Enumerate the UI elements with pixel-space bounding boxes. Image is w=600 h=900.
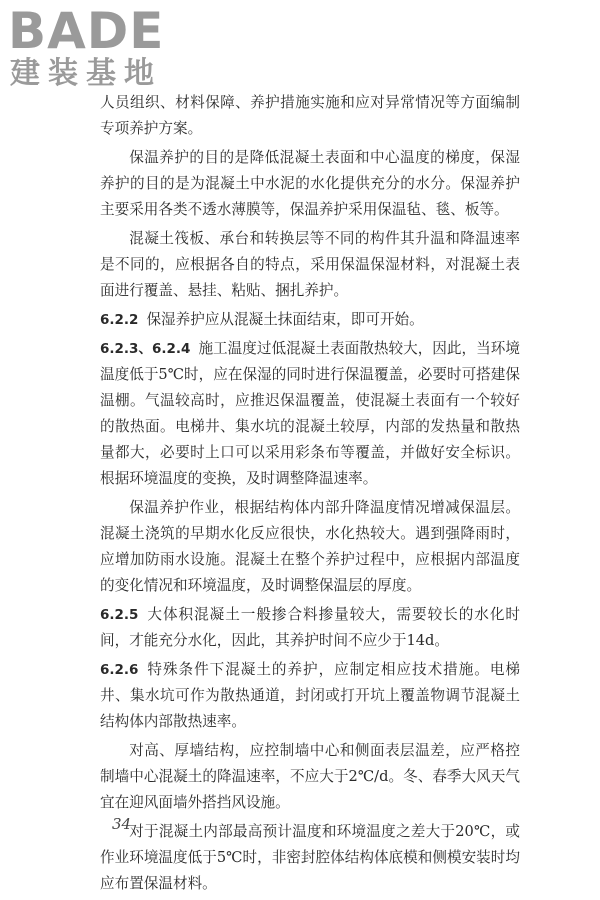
paragraph-text: 大体积混凝土一般掺合料掺量较大，需要较长的水化时间，才能充分水化，因此，其养护时间不应少于14d。: [100, 606, 520, 649]
section-6-2-5: [100, 602, 520, 654]
logo-wordmark: BADE: [8, 2, 165, 60]
paragraph-2: [100, 145, 520, 223]
paragraph-10: [100, 819, 520, 897]
section-number: 6.2.2: [100, 312, 139, 328]
bade-logo: [8, 4, 178, 96]
paragraph-3: [100, 226, 520, 304]
paragraph-text: 对高、厚墙结构，应控制墙中心和侧面表层温差，应严格控制墙中心混凝土的降温速率，不应大于2℃/d。冬、春季大风天气宜在迎风面墙外搭挡风设施。: [100, 742, 520, 811]
logo-subtitle: 建装基地: [10, 56, 162, 91]
paragraph-9: [100, 738, 520, 816]
section-number: 6.2.5: [100, 607, 139, 623]
paragraph-text: 保温养护作业，根据结构体内部升降温度情况增减保温层。混凝土浇筑的早期水化反应很快，水化热较大。遇到强降雨时，应增加防雨水设施。混凝土在整个养护过程中，应根据内部温度的变化情况和环境温度，及时调整保温层的厚度。: [100, 499, 520, 594]
paragraph-text: 混凝土筏板、承台和转换层等不同的构件其升温和降温速率是不同的，应根据各自的特点，采用保温保湿材料，对混凝土表面进行覆盖、悬挂、粘贴、捆扎养护。: [100, 230, 520, 299]
paragraph-text: 施工温度过低混凝土表面散热较大，因此，当环境温度低于5℃时，应在保湿的同时进行保温覆盖，必要时可搭建保温棚。气温较高时，应推迟保温覆盖，使混凝土表面有一个较好的散热面。电梯井、集水坑的混凝土较厚，内部的发热量和散热量都大，必要时上口可以采用彩条布等覆盖，并做好安全标识。根据环境温度的变换，及时调整降温速率。: [100, 340, 520, 487]
paragraph-text: 保湿养护应从混凝土抹面结束，即可开始。: [146, 311, 424, 328]
paragraph-1: [100, 90, 520, 142]
section-number: 6.2.6: [100, 662, 139, 678]
section-6-2-6: [100, 657, 520, 735]
page-number: 34: [112, 815, 132, 833]
paragraph-6: [100, 495, 520, 599]
paragraph-text: 特殊条件下混凝土的养护，应制定相应技术措施。电梯井、集水坑可作为散热通道，封闭或打开坑上覆盖物调节混凝土结构体内部散热速率。: [100, 661, 520, 730]
paragraph-text: 保温养护的目的是降低混凝土表面和中心温度的梯度，保湿养护的目的是为混凝土中水泥的水化提供充分的水分。保湿养护主要采用各类不透水薄膜等，保温养护采用保温毡、毯、板等。: [100, 149, 520, 218]
section-6-2-2: [100, 307, 520, 333]
paragraph-text: 人员组织、材料保障、养护措施实施和应对异常情况等方面编制专项养护方案。: [100, 94, 520, 137]
document-body: [100, 90, 520, 900]
paragraph-text: 对于混凝土内部最高预计温度和环境温度之差大于20℃，或作业环境温度低于5℃时，非密封腔体结构体底模和侧模安装时均应布置保温材料。: [100, 823, 520, 892]
section-number: 6.2.3、6.2.4: [100, 341, 191, 357]
section-6-2-3: [100, 336, 520, 492]
